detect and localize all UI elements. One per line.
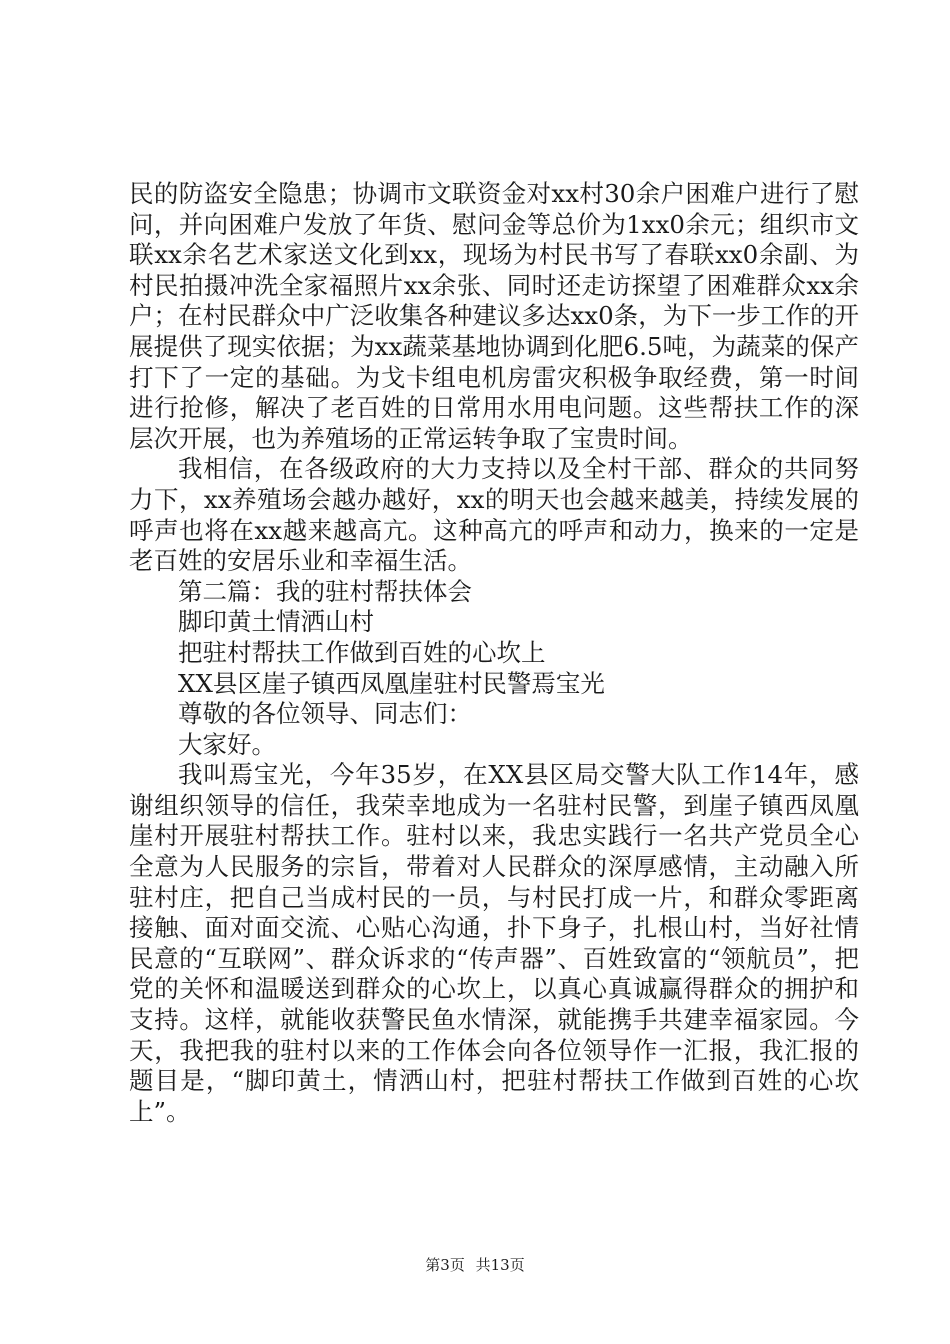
paragraph-conclusion: 我相信，在各级政府的大力支持以及全村干部、群众的共同努力下，xx养殖场会越办越好，xx的明天也会越来越美，持续发展的呼声也将在xx越来越高亢。这种高亢的呼声和动力，换来的一定是老百姓的安居乐业和幸福生活。	[129, 454, 859, 576]
paragraph-aid-summary: 民的防盗安全隐患；协调市文联资金对xx村30余户困难户进行了慰问，并向困难户发放了年货、慰问金等总价为1xx0余元；组织市文联xx余名艺术家送文化到xx，现场为村民书写了春联xx0余副、为村民拍摄冲洗全家福照片xx余张、同时还走访探望了困难群众xx余户；在村民群众中广泛收集各种建议多达xx0条，为下一步工作的开展提供了现实依据；为xx蔬菜基地协调到化肥6.5吨，为蔬菜的保产打下了一定的基础。为戈卡组电机房雷灾积极争取经费，第一时间进行抢修，解决了老百姓的日常用水用电问题。这些帮扶工作的深层次开展，也为养殖场的正常运转争取了宝贵时间。	[129, 179, 859, 453]
page-total: 共13页	[475, 1256, 525, 1274]
section-heading: 第二篇：我的驻村帮扶体会	[178, 576, 472, 606]
salutation: 尊敬的各位领导、同志们：	[178, 699, 472, 729]
page-number: 第3页	[425, 1256, 465, 1274]
speech-title: 脚印黄土情洒山村	[178, 607, 374, 637]
paragraph-introduction: 我叫焉宝光，今年35岁，在XX县区局交警大队工作14年，感谢组织领导的信任，我荣幸地成为一名驻村民警，到崖子镇西凤凰崖村开展驻村帮扶工作。驻村以来，我忠实践行一名共产党员全心全意为人民服务的宗旨，带着对人民群众的深厚感情，主动融入所驻村庄，把自己当成村民的一员，与村民打成一片，和群众零距离接触、面对面交流、心贴心沟通，扑下身子，扎根山村，当好社情民意的“互联网”、群众诉求的“传声器”、百姓致富的“领航员”，把党的关怀和温暖送到群众的心坎上，以真心真诚赢得群众的拥护和支持。这样，就能收获警民鱼水情深，就能携手共建幸福家园。今天，我把我的驻村以来的工作体会向各位领导作一汇报，我汇报的题目是，“脚印黄土，情洒山村，把驻村帮扶工作做到百姓的心坎上”。	[129, 760, 859, 1126]
speech-subtitle: 把驻村帮扶工作做到百姓的心坎上	[178, 637, 546, 667]
page-footer	[0, 1255, 950, 1275]
speaker-line: XX县区崖子镇西凤凰崖驻村民警焉宝光	[178, 668, 605, 698]
document-body	[129, 179, 859, 1127]
greeting: 大家好。	[178, 729, 276, 759]
